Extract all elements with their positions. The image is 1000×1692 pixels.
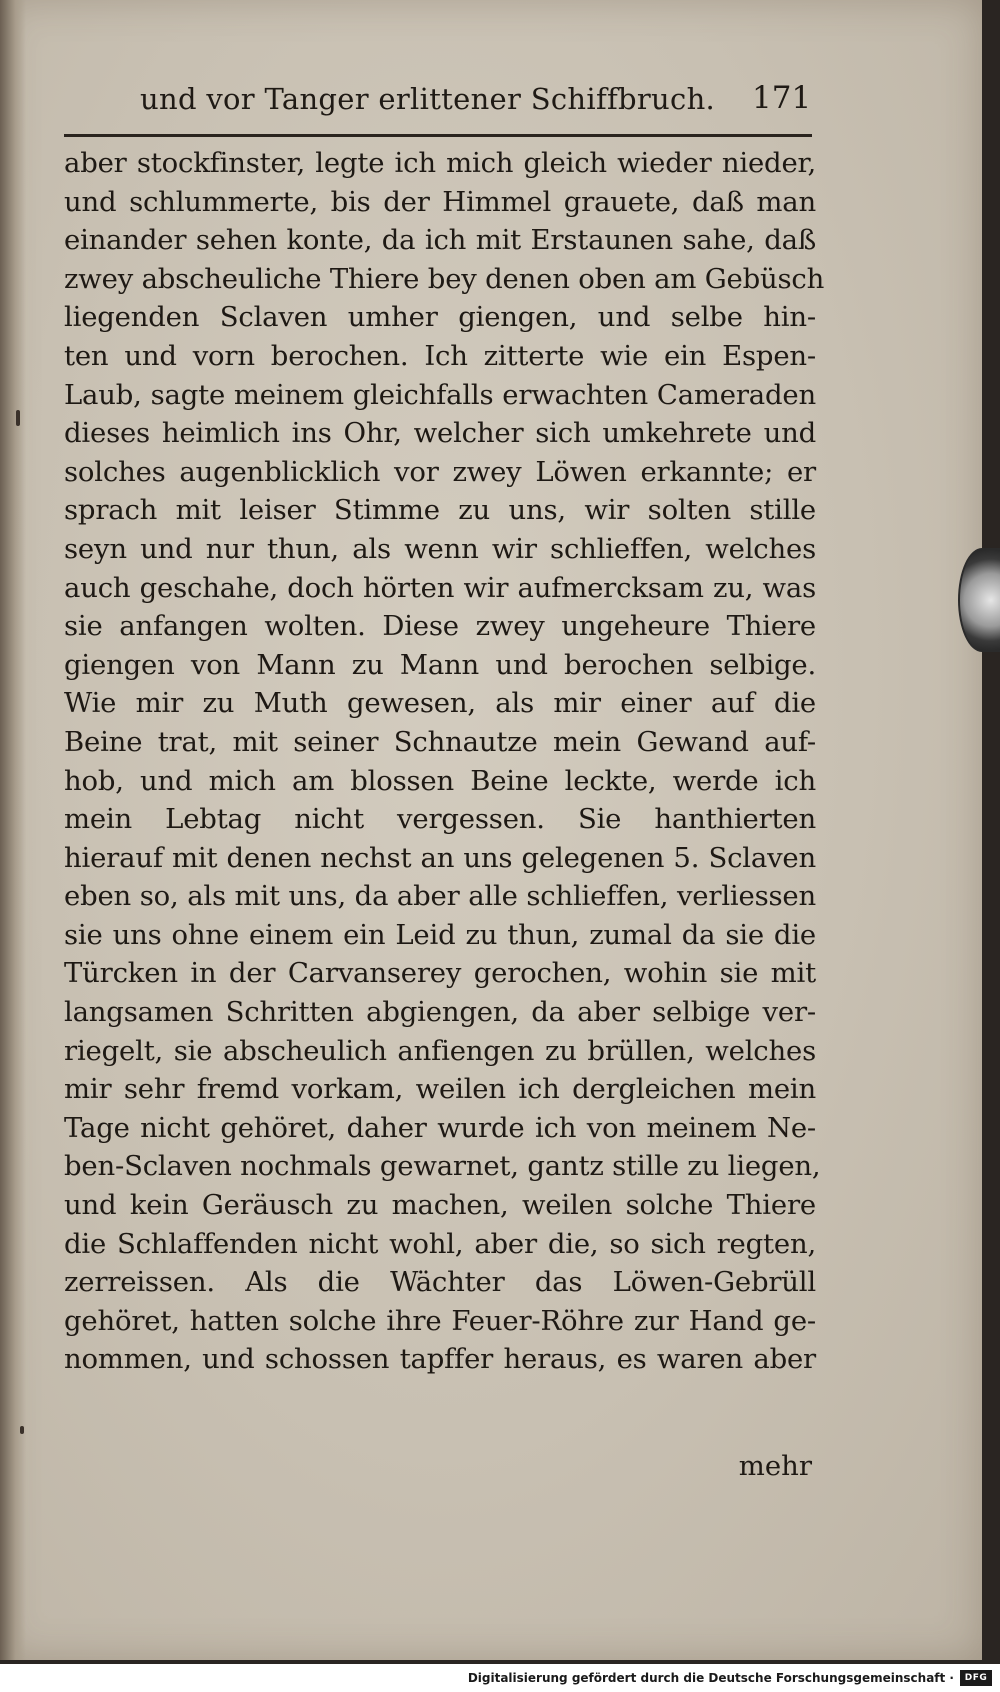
body-text: [64, 144, 825, 1379]
text-line: sprach mit leiser Stimme zu uns, wir solten stille: [64, 494, 816, 527]
text-line: giengen von Mann zu Mann und berochen selbige.: [64, 648, 816, 681]
text-line: und kein Geräusch zu machen, weilen solche Thiere: [64, 1189, 816, 1222]
text-line: riegelt, sie abscheulich anfiengen zu brüllen, welches: [64, 1034, 816, 1067]
page-gutter-shadow: [0, 0, 26, 1660]
text-line: gehöret, hatten solche ihre Feuer-Röhre zur Hand ge-: [64, 1304, 816, 1337]
catchword: mehr: [738, 1450, 812, 1482]
text-line: Wie mir zu Muth gewesen, als mir einer auf die: [64, 687, 816, 720]
dfg-logo: DFG: [960, 1670, 992, 1686]
text-line: eben so, als mit uns, da aber alle schlieffen, verliessen: [64, 880, 816, 913]
digitization-credit: Digitalisierung gefördert durch die Deutsche Forschungsgemeinschaft ·: [467, 1671, 954, 1685]
page-clip: [958, 548, 1000, 652]
text-line: ben-Sclaven nochmals gewarnet, gantz stille zu liegen,: [64, 1150, 821, 1183]
text-line: zwey abscheuliche Thiere bey denen oben am Gebüsch: [64, 262, 825, 295]
margin-speck: [20, 1426, 24, 1434]
text-line: sie anfangen wolten. Diese zwey ungeheure Thiere: [64, 610, 816, 643]
text-line: solches augenblicklich vor zwey Löwen erkannte; er: [64, 455, 816, 488]
text-line: zerreissen. Als die Wächter das Löwen-Gebrüll: [64, 1266, 816, 1299]
text-line: und schlummerte, bis der Himmel grauete, daß man: [64, 185, 816, 218]
text-line: die Schlaffenden nicht wohl, aber die, so sich regten,: [64, 1227, 816, 1260]
text-line: langsamen Schritten abgiengen, da aber selbige ver-: [64, 996, 816, 1029]
text-line: Beine trat, mit seiner Schnautze mein Gewand auf-: [64, 725, 816, 758]
running-head: und vor Tanger erlittener Schiffbruch.: [140, 82, 716, 116]
text-line: sie uns ohne einem ein Leid zu thun, zumal da sie die: [64, 918, 816, 951]
catchword-container: [64, 1450, 812, 1482]
text-line: Tage nicht gehöret, daher wurde ich von meinem Ne-: [64, 1111, 816, 1144]
page-number: 171: [752, 80, 812, 116]
text-line: aber stockfinster, legte ich mich gleich wieder nieder,: [64, 147, 816, 179]
text-line: nommen, und schossen tapffer heraus, es waren aber: [64, 1343, 816, 1376]
text-line: mir sehr fremd vorkam, weilen ich dergleichen mein: [64, 1073, 816, 1106]
text-line: Laub, sagte meinem gleichfalls erwachten Cameraden: [64, 378, 816, 411]
text-line: liegenden Sclaven umher giengen, und selbe hin-: [64, 301, 816, 334]
footer-bar: [0, 1667, 1000, 1692]
text-line: hob, und mich am blossen Beine leckte, werde ich: [64, 764, 816, 797]
text-line: einander sehen konte, da ich mit Erstaunen sahe, daß: [64, 224, 816, 257]
margin-speck: [16, 410, 20, 426]
text-line: hierauf mit denen nechst an uns gelegenen 5. Sclaven: [64, 841, 816, 874]
header-rule: [64, 134, 812, 137]
text-line: mein Lebtag nicht vergessen. Sie hanthierten: [64, 803, 816, 836]
text-line: auch geschahe, doch hörten wir aufmercksam zu, was: [64, 571, 816, 604]
text-line: Türcken in der Carvanserey gerochen, wohin sie mit: [64, 957, 816, 990]
text-line: seyn und nur thun, als wenn wir schlieffen, welches: [64, 532, 816, 565]
text-line: ten und vorn berochen. Ich zitterte wie ein Espen-: [64, 339, 816, 372]
text-line: dieses heimlich ins Ohr, welcher sich umkehrete und: [64, 417, 816, 450]
